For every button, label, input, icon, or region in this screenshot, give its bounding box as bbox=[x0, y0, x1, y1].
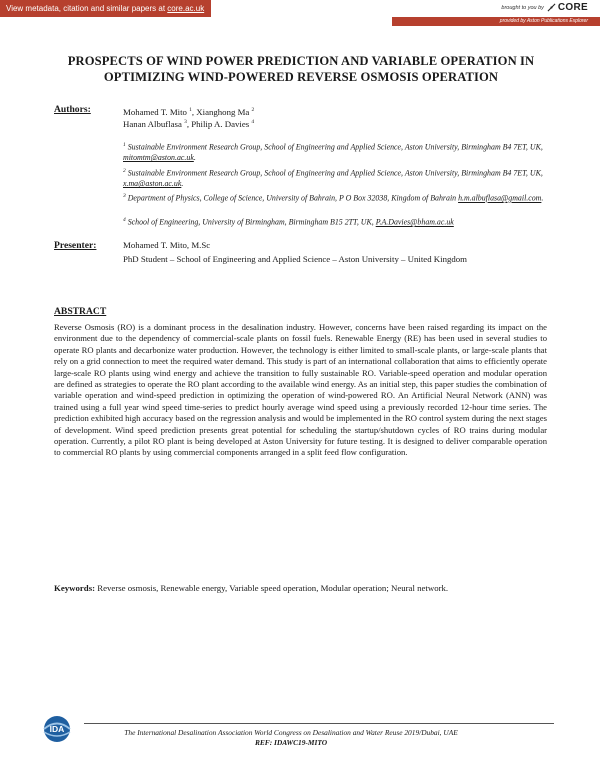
footer-divider bbox=[84, 723, 554, 724]
email-link[interactable]: h.m.albuflasa@gmail.com bbox=[458, 193, 542, 203]
footer-conference: The International Desalination Association World Congress on Desalination and Water Reuse 2019/Dubai, UAE bbox=[124, 728, 458, 737]
author-sup: 1 bbox=[189, 107, 192, 113]
affiliation-sup: 1 bbox=[123, 142, 126, 148]
footer-ref: REF: IDAWC19-MITO bbox=[254, 738, 328, 747]
abstract-heading: ABSTRACT bbox=[54, 306, 107, 317]
affiliation-end: . bbox=[181, 179, 184, 189]
affiliation bbox=[123, 166, 553, 190]
email-link[interactable]: mitomtm@aston.ac.uk bbox=[123, 153, 194, 163]
keywords-text: Reverse osmosis, Renewable energy, Variable speed operation, Modular operation; Neural network. bbox=[95, 583, 449, 593]
affiliation-text: Sustainable Environment Research Group, School of Engineering and Applied Science, Aston University, Birmingham B4 7ET, UK, bbox=[125, 142, 543, 152]
affiliation-sup: 3 bbox=[123, 193, 126, 199]
author-name: , Xianghong Ma bbox=[191, 106, 252, 117]
affiliation-text: Sustainable Environment Research Group, School of Engineering and Applied Science, Aston University, Birmingham B4 7ET, UK, bbox=[125, 168, 543, 178]
authors-label: Authors: bbox=[54, 104, 91, 115]
footer bbox=[86, 728, 496, 748]
presenter-label: Presenter: bbox=[54, 240, 97, 251]
ida-logo-text: IDA bbox=[49, 724, 65, 734]
core-logo-text: CORE bbox=[557, 2, 588, 13]
affiliation-sup: 2 bbox=[123, 168, 126, 174]
affiliation-text: School of Engineering, University of Birmingham, Birmingham B15 2TT, UK, bbox=[125, 217, 376, 227]
core-banner bbox=[0, 0, 600, 28]
core-ac-uk-link[interactable]: core.ac.uk bbox=[167, 4, 205, 13]
paper-title: PROSPECTS OF WIND POWER PREDICTION AND VARIABLE OPERATION IN OPTIMIZING WIND-POWERED REVERSE OSMOSIS OPERATION bbox=[67, 54, 535, 84]
author-sup: 3 bbox=[184, 119, 187, 125]
presenter-role: PhD Student – School of Engineering and Applied Science – Aston University – United Kingdom bbox=[123, 254, 468, 264]
affiliation bbox=[123, 140, 553, 164]
abstract-body: Reverse Osmosis (RO) is a dominant process in the desalination industry. However, concerns have been raised regarding its impact on the environment due to the dependency of commercial-scale plants on fossil fuels. Renewable Energy (RE) has been used in several studies to operate RO plants and decarbonize water production. However, the technology is either limited to small-scale plants, or large-scale plants that rely on a grid connection to meet the required water demand. This study is part of an international collaboration that aims to efficiently operate large-scale RO plants using wind energy and achieve the transition to fully sustainable RO. Variable-speed operation and modular operation are defined as strategies to operate the RO plant according to the available wind energy. As an initial step, this paper studies the combination of variable operation and wind-speed prediction in optimizing the operation of wind-powered RO. An Artificial Neural Network (ANN) was trained using a full year wind speed time-series to predict hourly average wind speed using a previously recorded 12-hour time series. The prediction exhibited high accuracy based on the regression analysis and would be implemented in the RO control system during the next stages of development. Wind speed prediction presents great potential for scheduling the startup/shutdown cycles of RO trains during modular operation. Currently, a pilot RO plant is being developed at Aston University for future testing. It is designed to deliver comparable operation to commercial RO plants by using commercial components arranged in a split feed flow configuration. bbox=[54, 322, 547, 458]
core-logo bbox=[547, 2, 588, 13]
core-metadata-link[interactable] bbox=[0, 0, 211, 17]
ida-logo bbox=[41, 714, 73, 744]
affiliation-end: . bbox=[193, 153, 196, 163]
affiliation-text: Department of Physics, College of Science, University of Bahrain, P O Box 32038, Kingdom of Bahrain bbox=[125, 193, 459, 203]
author-name: Mohamed T. Mito bbox=[123, 106, 190, 117]
affiliation bbox=[123, 191, 553, 204]
email-link[interactable]: P.A.Davies@bham.ac.uk bbox=[375, 217, 454, 227]
keywords bbox=[54, 583, 554, 593]
author-name: Hanan Albuflasa bbox=[123, 118, 185, 129]
authors-line-2 bbox=[123, 116, 254, 130]
author-sup: 2 bbox=[251, 107, 255, 113]
affiliation-sup: 4 bbox=[123, 217, 126, 223]
core-brand[interactable] bbox=[501, 2, 588, 13]
affiliation bbox=[123, 215, 563, 228]
keywords-label: Keywords: bbox=[54, 583, 96, 593]
provided-by-bar[interactable]: provided by Aston Publications Explorer bbox=[392, 17, 600, 26]
presenter-name: Mohamed T. Mito, M.Sc bbox=[123, 240, 211, 250]
core-left-text: View metadata, citation and similar papers at bbox=[6, 4, 166, 13]
core-logo-icon bbox=[547, 3, 556, 12]
brought-by-text: brought to you by bbox=[501, 4, 544, 11]
email-link[interactable]: x.ma@aston.ac.uk bbox=[123, 179, 182, 189]
author-name: , Philip A. Davies bbox=[186, 118, 252, 129]
affiliation-end: . bbox=[541, 193, 544, 203]
author-sup: 4 bbox=[251, 119, 255, 125]
